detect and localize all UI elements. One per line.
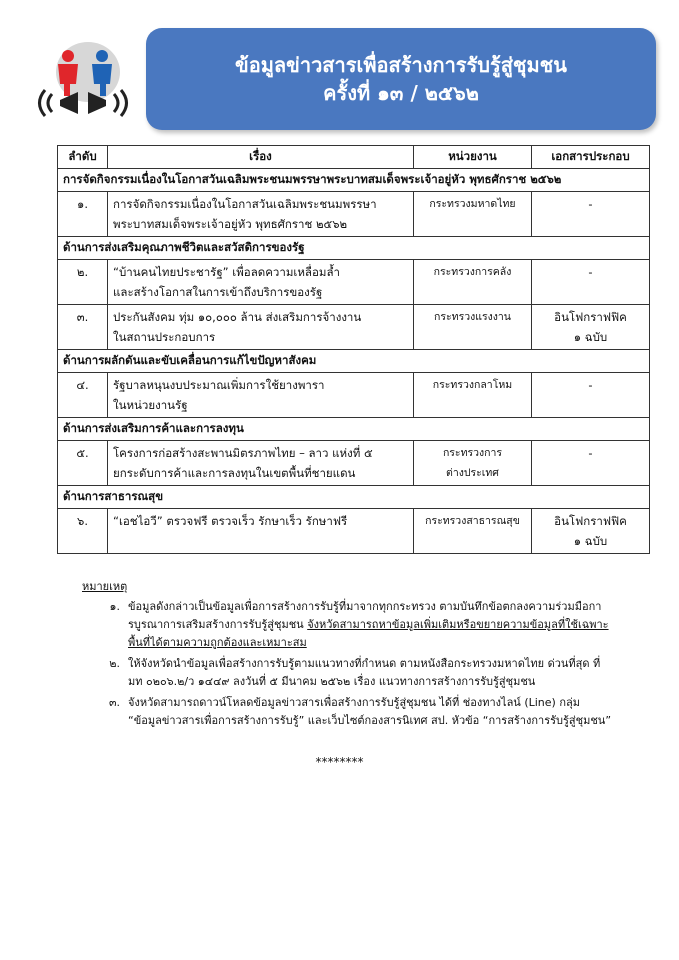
row-agency <box>414 441 532 486</box>
note-text: ให้จังหวัดนำข้อมูลเพื่อสร้างการรับรู้ตามแนวทางที่กำหนด ตามหนังสือกระทรวงมหาดไทย ด่วนที่สุด ที่ มท ๐๒๐๖.๒/ว ๑๔๔๙ ลงวันที่ ๕ มีนาคม ๒๕๖๒ เรื่อง แนวทางการสร้างการรับรู้สู่ชุมชน <box>128 657 601 688</box>
page-title: ข้อมูลข่าวสารเพื่อสร้างการรับรู้สู่ชุมชน <box>235 53 567 77</box>
row-agency <box>414 192 532 237</box>
subject-line: “เอชไอวี” ตรวจฟรี ตรวจเร็ว รักษาเร็ว รักษาฟรี <box>113 514 348 528</box>
agency-line: กระทรวงกลาโหม <box>432 379 513 391</box>
doc-line: - <box>588 197 593 211</box>
doc-line: ๑ ฉบับ <box>573 330 608 344</box>
issue-number: ครั้งที่ ๑๓ / ๒๕๖๒ <box>323 81 479 105</box>
row-documents <box>532 260 650 305</box>
row-subject <box>108 441 414 486</box>
note-plain-text: ข้อมูลดังกล่าวเป็นข้อมูลเพื่อการสร้างการรับรู้ที่มาจากทุกกระทรวง ตามบันทึกข้อตกลงความร่วมมือการบูรณาการเสริมสร้างการรับรู้สู่ชุมชน <box>128 600 602 631</box>
table-header-row <box>58 146 650 169</box>
subject-line: โครงการก่อสร้างสะพานมิตรภาพไทย – ลาว แห่งที่ ๕ <box>113 446 373 460</box>
table-row <box>58 192 650 237</box>
agency-line: กระทรวงมหาดไทย <box>429 198 516 210</box>
row-documents <box>532 305 650 350</box>
row-documents <box>532 373 650 418</box>
section-title: ด้านการส่งเสริมการค้าและการลงทุน <box>58 418 650 441</box>
row-agency <box>414 260 532 305</box>
note-item <box>82 598 612 652</box>
agency-line: กระทรวงสาธารณสุข <box>425 515 520 527</box>
section-row <box>58 169 650 192</box>
row-documents <box>532 509 650 554</box>
doc-line: ๑ ฉบับ <box>573 534 608 548</box>
row-number: ๒. <box>58 260 108 305</box>
table-row <box>58 260 650 305</box>
title-banner <box>146 28 656 130</box>
note-item <box>82 655 612 691</box>
agency-line: กระทรวงการคลัง <box>433 266 512 278</box>
table-row <box>58 305 650 350</box>
section-title: ด้านการผลักดันและขับเคลื่อนการแก้ไขปัญหาสังคม <box>58 350 650 373</box>
end-marker: ******** <box>315 755 364 769</box>
subject-line: พระบาทสมเด็จพระเจ้าอยู่หัว พุทธศักราช ๒๕๖๒ <box>113 217 348 231</box>
subject-line-empty <box>113 531 408 551</box>
doc-line: - <box>588 378 593 392</box>
note-text <box>128 598 612 652</box>
ministry-logo <box>30 34 136 126</box>
logo-sound-waves-left-icon <box>40 90 53 116</box>
doc-line: - <box>588 446 593 460</box>
section-title: ด้านการสาธารณสุข <box>58 486 650 509</box>
doc-line: อินโฟกราฟฟิค <box>554 310 627 324</box>
row-number: ๓. <box>58 305 108 350</box>
agency-line: ต่างประเทศ <box>446 467 499 479</box>
note-text: จังหวัดสามารถดาวน์โหลดข้อมูลข่าวสารเพื่อสร้างการรับรู้สู่ชุมชน ได้ที่ ช่องทางไลน์ (Line) กลุ่ม “ข้อมูลข่าวสารเพื่อการสร้างการรับรู้” และเว็บไซต์กองสารนิเทศ สป. หัวข้อ “การสร้างการรับรู้สู่ชุมชน” <box>128 696 612 727</box>
note-number: ๑. <box>109 600 120 613</box>
header-no: ลำดับ <box>58 146 108 169</box>
row-agency <box>414 373 532 418</box>
note-number: ๓. <box>108 696 120 709</box>
section-row <box>58 350 650 373</box>
row-number: ๖. <box>58 509 108 554</box>
row-number: ๔. <box>58 373 108 418</box>
note-number: ๒. <box>109 657 120 670</box>
table-row <box>58 373 650 418</box>
news-table <box>57 145 650 554</box>
row-documents <box>532 192 650 237</box>
row-number: ๕. <box>58 441 108 486</box>
subject-line: ในสถานประกอบการ <box>113 330 216 344</box>
row-subject <box>108 509 414 554</box>
agency-line: กระทรวงแรงงาน <box>434 311 511 323</box>
row-number: ๑. <box>58 192 108 237</box>
notes-heading: หมายเหตุ <box>82 580 128 593</box>
subject-line: รัฐบาลหนุนงบประมาณเพิ่มการใช้ยางพารา <box>113 378 325 392</box>
notes-section <box>82 578 612 733</box>
logo-person-red-head-icon <box>62 50 74 62</box>
note-underlined-text: จังหวัดสามารถหาข้อมูลเพิ่มเติมหรือขยายความข้อมูลที่ใช้เฉพาะพื้นที่ได้ตามความถูกต้องและเหมาะสม <box>128 618 609 649</box>
subject-line: ประกันสังคม ทุ่ม ๑๐,๐๐๐ ล้าน ส่งเสริมการจ้างงาน <box>113 310 362 324</box>
row-subject <box>108 192 414 237</box>
header-subject: เรื่อง <box>108 146 414 169</box>
doc-line: อินโฟกราฟฟิค <box>554 514 627 528</box>
row-agency <box>414 305 532 350</box>
logo-sound-waves-right-icon <box>114 90 127 116</box>
note-item <box>82 694 612 730</box>
section-title: การจัดกิจกรรมเนื่องในโอกาสวันเฉลิมพระชนมพรรษาพระบาทสมเด็จพระเจ้าอยู่หัว พุทธศักราช ๒๕๖๒ <box>58 169 650 192</box>
table-row <box>58 509 650 554</box>
subject-line: และสร้างโอกาสในการเข้าถึงบริการของรัฐ <box>113 285 323 299</box>
section-row <box>58 486 650 509</box>
section-title: ด้านการส่งเสริมคุณภาพชีวิตและสวัสดิการของรัฐ <box>58 237 650 260</box>
subject-line: ยกระดับการค้าและการลงทุนในเขตพื้นที่ชายแดน <box>113 466 356 480</box>
subject-line: การจัดกิจกรรมเนื่องในโอกาสวันเฉลิมพระชนมพรรษา <box>113 197 377 211</box>
doc-line: - <box>588 265 593 279</box>
table-row <box>58 441 650 486</box>
section-row <box>58 237 650 260</box>
row-subject <box>108 373 414 418</box>
header-documents: เอกสารประกอบ <box>532 146 650 169</box>
subject-line: “บ้านคนไทยประชารัฐ” เพื่อลดความเหลื่อมล้ำ <box>113 265 340 279</box>
row-agency <box>414 509 532 554</box>
row-subject <box>108 305 414 350</box>
row-documents <box>532 441 650 486</box>
subject-line: ในหน่วยงานรัฐ <box>113 398 188 412</box>
logo-person-blue-head-icon <box>96 50 108 62</box>
agency-line: กระทรวงการ <box>442 447 503 459</box>
section-row <box>58 418 650 441</box>
header-agency: หน่วยงาน <box>414 146 532 169</box>
row-subject <box>108 260 414 305</box>
